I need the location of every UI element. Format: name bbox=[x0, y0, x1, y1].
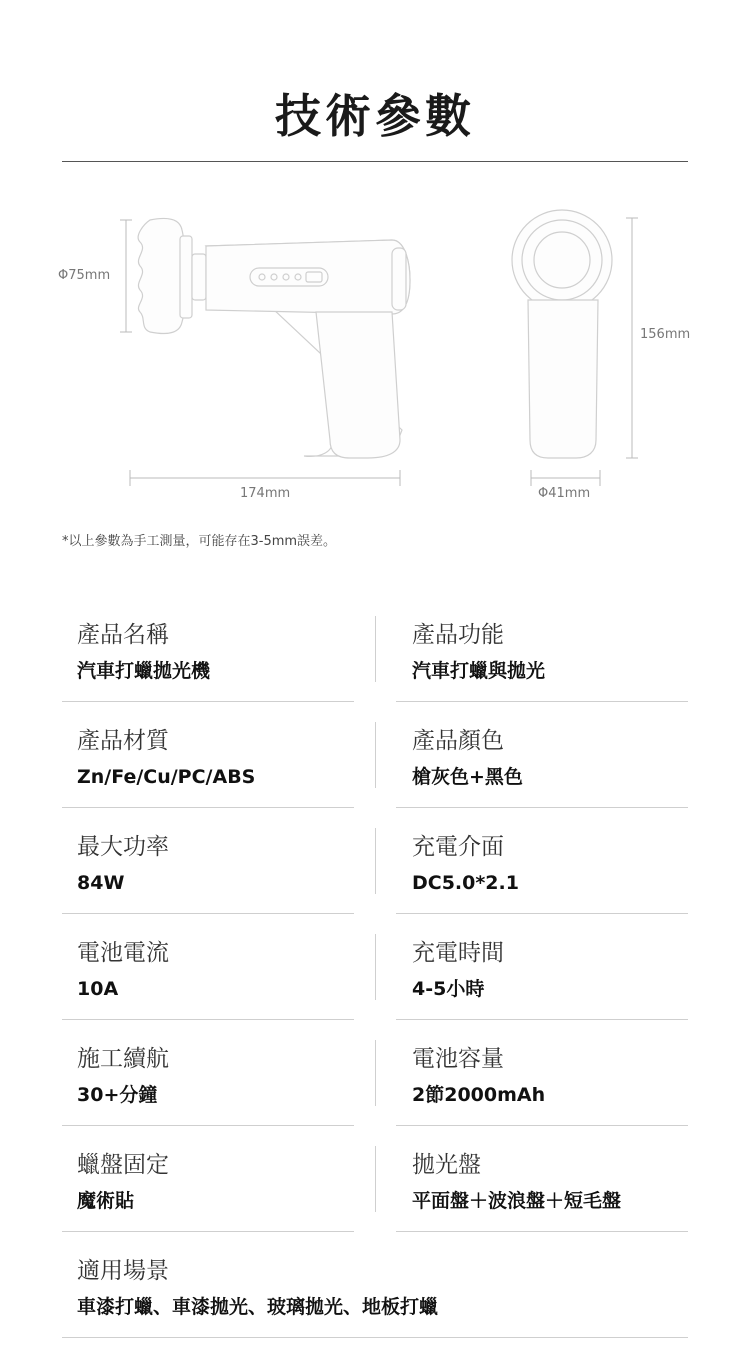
spec-value: 4-5小時 bbox=[412, 978, 485, 1000]
row-divider bbox=[62, 807, 354, 808]
spec-label: 充電時間 bbox=[412, 940, 504, 966]
spec-label: 產品材質 bbox=[77, 728, 169, 754]
dimension-height: 156mm bbox=[640, 327, 691, 342]
dimension-disc-diameter: Φ75mm bbox=[58, 268, 111, 283]
spec-value: 30+分鐘 bbox=[77, 1084, 158, 1106]
row-divider bbox=[62, 1125, 354, 1126]
spec-value: DC5.0*2.1 bbox=[412, 872, 519, 894]
spec-label: 產品功能 bbox=[412, 622, 504, 648]
spec-battery-capacity bbox=[412, 1044, 704, 1108]
spec-working-time bbox=[77, 1044, 369, 1108]
spec-charging-time bbox=[412, 938, 704, 1002]
page-title: 技術參數 bbox=[275, 89, 475, 143]
column-divider bbox=[375, 934, 376, 1000]
spec-material bbox=[77, 726, 369, 790]
spec-value: 汽車打蠟拋光機 bbox=[77, 660, 211, 682]
row-divider bbox=[396, 807, 688, 808]
row-divider bbox=[396, 913, 688, 914]
spec-charging-port bbox=[412, 832, 704, 896]
spec-label: 拋光盤 bbox=[412, 1152, 481, 1178]
spec-color bbox=[412, 726, 704, 790]
row-divider bbox=[62, 701, 354, 702]
spec-value: 10A bbox=[77, 978, 119, 1000]
spec-pad-fixing bbox=[77, 1150, 369, 1214]
spec-value: 車漆打蠟、車漆拋光、玻璃拋光、地板打蠟 bbox=[77, 1296, 439, 1318]
spec-value: 槍灰色+黑色 bbox=[412, 766, 523, 788]
dimension-length: 174mm bbox=[240, 486, 291, 501]
spec-label: 蠟盤固定 bbox=[77, 1152, 169, 1178]
column-divider bbox=[375, 722, 376, 788]
spec-value: 2節2000mAh bbox=[412, 1084, 546, 1106]
row-divider bbox=[396, 701, 688, 702]
spec-max-power bbox=[77, 832, 369, 896]
row-divider bbox=[62, 913, 354, 914]
spec-label: 適用場景 bbox=[77, 1258, 169, 1284]
spec-label: 電池容量 bbox=[412, 1046, 504, 1072]
spec-application-scene bbox=[77, 1256, 677, 1320]
spec-value: 汽車打蠟與拋光 bbox=[412, 660, 546, 682]
spec-label: 產品顏色 bbox=[412, 728, 504, 754]
spec-value: 84W bbox=[77, 872, 125, 894]
measurement-note: *以上參數為手工測量，可能存在3-5mm誤差。 bbox=[62, 534, 337, 549]
spec-value: Zn/Fe/Cu/PC/ABS bbox=[77, 766, 256, 788]
column-divider bbox=[375, 616, 376, 682]
spec-label: 充電介面 bbox=[412, 834, 504, 860]
row-divider bbox=[62, 1231, 354, 1232]
spec-value: 魔術貼 bbox=[77, 1190, 135, 1212]
row-divider bbox=[396, 1231, 688, 1232]
spec-value: 平面盤＋波浪盤＋短毛盤 bbox=[412, 1190, 622, 1212]
spec-product-name bbox=[77, 620, 369, 684]
spec-label: 最大功率 bbox=[77, 834, 169, 860]
spec-product-function bbox=[412, 620, 704, 684]
spec-label: 產品名稱 bbox=[77, 622, 169, 648]
spec-polishing-pads bbox=[412, 1150, 704, 1214]
dimension-handle-diameter: Φ41mm bbox=[538, 486, 591, 501]
spec-battery-current bbox=[77, 938, 369, 1002]
row-divider bbox=[62, 1337, 688, 1338]
title-divider bbox=[62, 161, 688, 162]
column-divider bbox=[375, 1040, 376, 1106]
row-divider bbox=[62, 1019, 354, 1020]
spec-label: 施工續航 bbox=[77, 1046, 169, 1072]
column-divider bbox=[375, 1146, 376, 1212]
spec-label: 電池電流 bbox=[77, 940, 169, 966]
column-divider bbox=[375, 828, 376, 894]
product-dimension-drawing bbox=[0, 190, 750, 500]
row-divider bbox=[396, 1125, 688, 1126]
row-divider bbox=[396, 1019, 688, 1020]
